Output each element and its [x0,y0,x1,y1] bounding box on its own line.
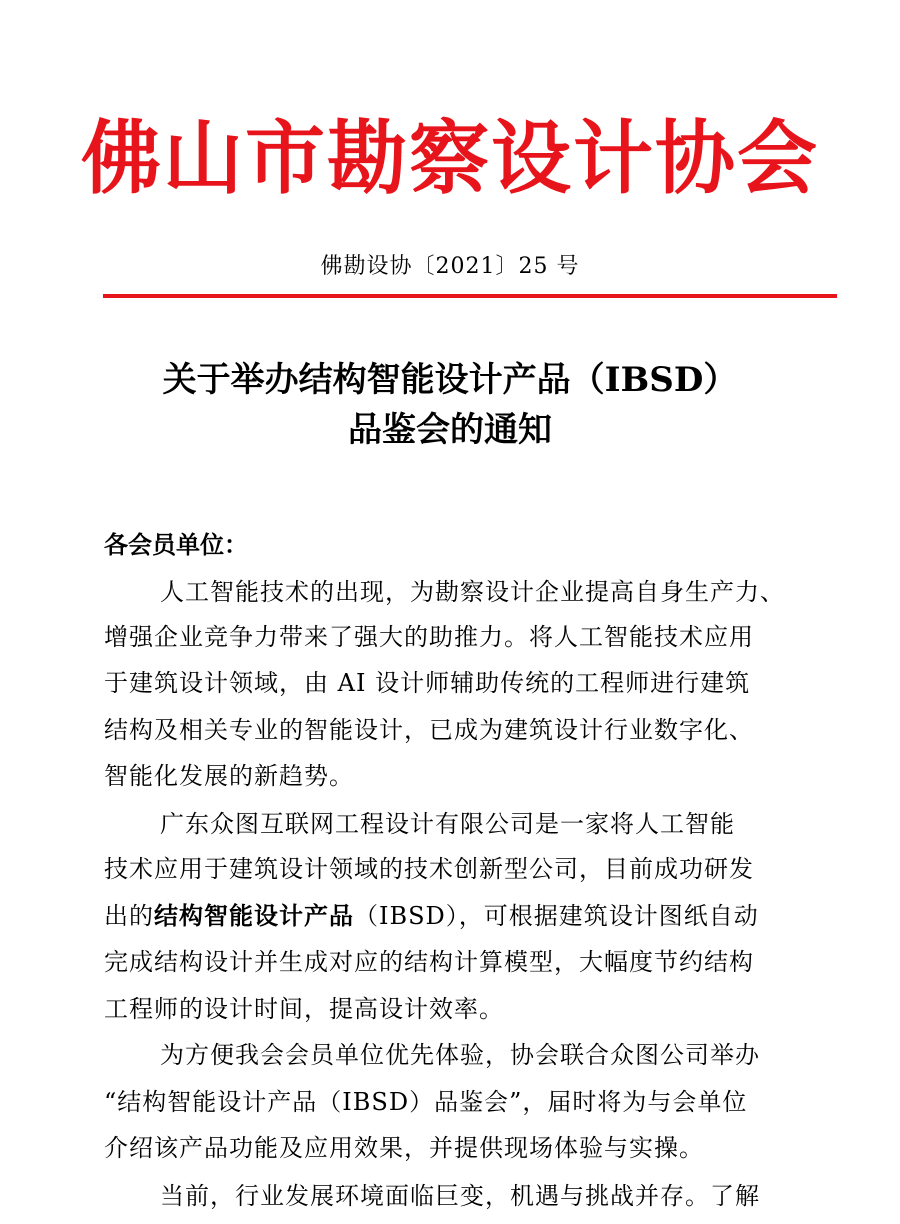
paragraph-1-line: 智能化发展的新趋势。 [104,762,354,790]
text-segment: （IBSD），可根据建筑设计图纸自动 [354,902,759,930]
notice-title-line-1: 关于举办结构智能设计产品（IBSD） [162,360,738,400]
document-number: 佛勘设协〔2021〕25 号 [320,254,580,279]
paragraph-4-line: 当前，行业发展环境面临巨变，机遇与挑战并存。了解 [160,1182,760,1210]
product-name-emphasis: 结构智能设计产品 [154,901,354,930]
paragraph-3-line: 介绍该产品功能及应用效果，并提供现场体验与实操。 [104,1134,704,1162]
paragraph-1-line: 于建筑设计领域，由 AI 设计师辅助传统的工程师进行建筑 [104,669,751,697]
paragraph-3-line: 为方便我会会员单位优先体验，协会联合众图公司举办 [160,1041,760,1069]
paragraph-3-line: “结构智能设计产品（IBSD）品鉴会”，届时将为与会单位 [104,1088,748,1116]
paragraph-1-line: 增强企业竞争力带来了强大的助推力。将人工智能技术应用 [104,623,754,651]
paragraph-2-line: 工程师的设计时间，提高设计效率。 [104,995,504,1023]
red-divider-line [103,294,837,298]
notice-title-line-2: 品鉴会的通知 [348,410,552,450]
paragraph-1-line: 结构及相关专业的智能设计，已成为建筑设计行业数字化、 [104,716,754,744]
paragraph-2-line: 完成结构设计并生成对应的结构计算模型，大幅度节约结构 [104,948,754,976]
text-segment: 出的 [104,902,154,930]
paragraph-2-line [104,901,759,930]
paragraph-2-line: 技术应用于建筑设计领域的技术创新型公司，目前成功研发 [104,855,754,883]
paragraph-1-line: 人工智能技术的出现，为勘察设计企业提高自身生产力、 [160,578,785,606]
salutation: 各会员单位： [104,530,248,559]
paragraph-2-line: 广东众图互联网工程设计有限公司是一家将人工智能 [160,810,735,838]
organization-header: 佛山市勘察设计协会 [81,111,819,205]
